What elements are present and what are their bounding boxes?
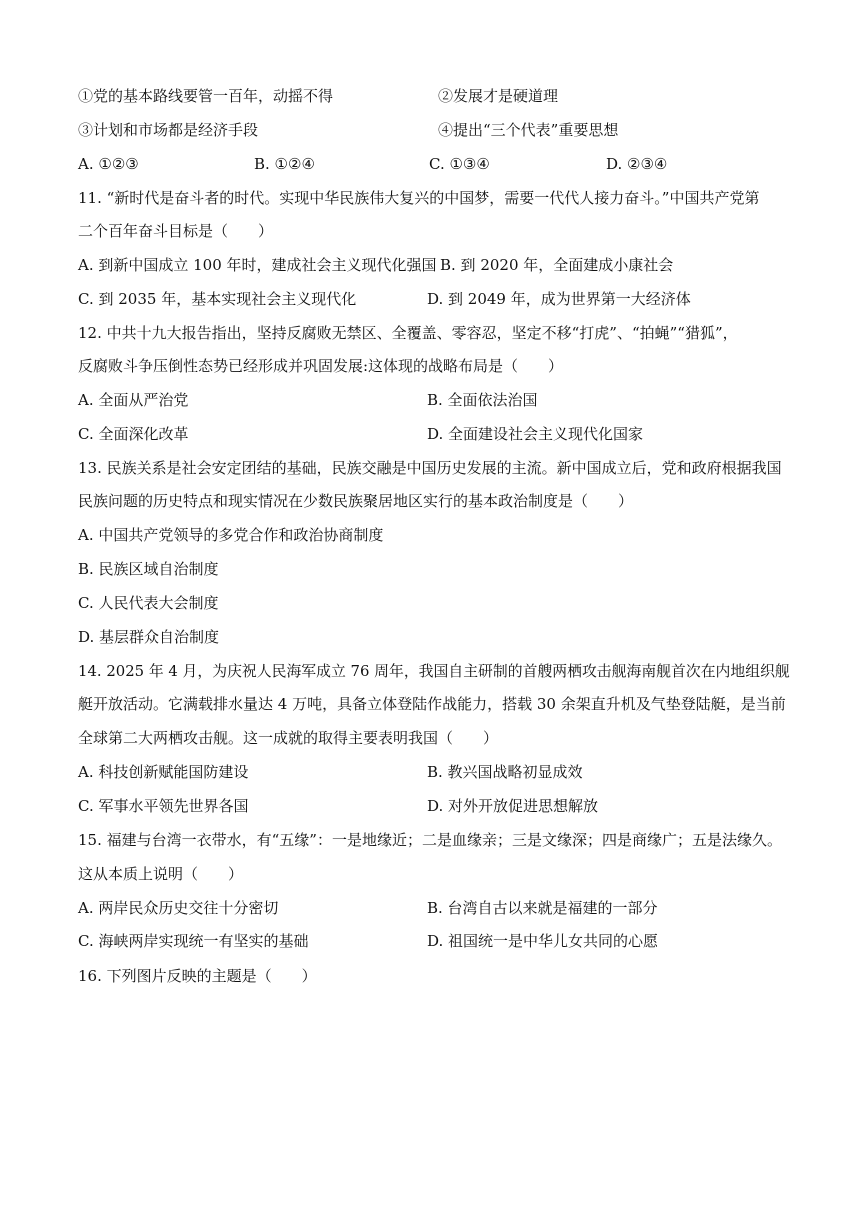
q13-stem-line-2: 民族问题的历史特点和现实情况在少数民族聚居地区实行的基本政治制度是（ ） [78,492,634,510]
q11-option-a[interactable]: A. 到新中国成立 100 年时，建成社会主义现代化强国 [78,256,437,274]
q15-stem-line-2: 这从本质上说明（ ） [78,865,244,883]
q15-option-d[interactable]: D. 祖国统一是中华儿女共同的心愿 [427,932,659,950]
q10-statements-row-1 [78,86,559,106]
q14-stem-line-3: 全球第二大两栖攻击舰。这一成就的取得主要表明我国（ ） [78,729,499,747]
q14-option-b[interactable]: B. 教兴国战略初显成效 [427,763,583,781]
q15-stem-line-1: 15. 福建与台湾一衣带水，有“五缘”：一是地缘近；二是血缘亲；三是文缘深；四是商缘广；五是法缘久。 [78,831,782,849]
q15-option-c[interactable]: C. 海峡两岸实现统一有坚实的基础 [78,932,309,950]
q15-options-row-1 [78,898,658,918]
q13-option-b[interactable]: B. 民族区域自治制度 [78,560,219,578]
q13-stem-line-1: 13. 民族关系是社会安定团结的基础，民族交融是中国历史发展的主流。新中国成立后，党和政府根据我国 [78,459,782,477]
q13-option-d[interactable]: D. 基层群众自治制度 [78,628,220,646]
q14-stem-line-1: 14. 2025 年 4 月，为庆祝人民海军成立 76 周年，我国自主研制的首艘两栖攻击舰海南舰首次在内地组织舰 [78,662,790,680]
q15-options-row-2 [78,931,659,951]
q10-option-c[interactable]: C. ①③④ [429,155,490,173]
q12-option-a[interactable]: A. 全面从严治党 [78,391,189,409]
q14-option-a[interactable]: A. 科技创新赋能国防建设 [78,763,249,781]
q15-option-b[interactable]: B. 台湾自古以来就是福建的一部分 [427,899,658,917]
q14-stem-line-2: 艇开放活动。它满载排水量达 4 万吨，具备立体登陆作战能力，搭载 30 余架直升机及气垫登陆艇，是当前 [78,695,786,713]
q12-option-b[interactable]: B. 全面依法治国 [427,391,538,409]
q14-option-d[interactable]: D. 对外开放促进思想解放 [427,797,599,815]
q10-option-d[interactable]: D. ②③④ [606,155,668,173]
q10-statement-1: ①党的基本路线要管一百年，动摇不得 [78,87,334,105]
q15-option-a[interactable]: A. 两岸民众历史交往十分密切 [78,899,279,917]
q11-option-b[interactable]: B. 到 2020 年，全面建成小康社会 [440,256,674,274]
q10-option-a[interactable]: A. ①②③ [78,155,139,173]
q11-stem-line-2: 二个百年奋斗目标是（ ） [78,222,274,240]
q16-stem-line-1: 16. 下列图片反映的主题是（ ） [78,967,317,985]
q12-stem-line-2: 反腐败斗争压倒性态势已经形成并巩固发展:这体现的战略布局是（ ） [78,357,564,375]
q14-option-c[interactable]: C. 军事水平领先世界各国 [78,797,249,815]
q13-option-a[interactable]: A. 中国共产党领导的多党合作和政治协商制度 [78,526,384,544]
q10-statements-row-2 [78,120,619,140]
q10-option-b[interactable]: B. ①②④ [254,155,315,173]
q10-statement-3: ③计划和市场都是经济手段 [78,121,259,139]
q13-option-c[interactable]: C. 人民代表大会制度 [78,594,219,612]
q11-options-row-2 [78,289,691,309]
q14-options-row-1 [78,762,583,782]
q11-option-c[interactable]: C. 到 2035 年，基本实现社会主义现代化 [78,290,357,308]
q11-option-d[interactable]: D. 到 2049 年，成为世界第一大经济体 [427,290,691,308]
q11-stem-line-1: 11. “新时代是奋斗者的时代。实现中华民族伟大复兴的中国梦，需要一代代人接力奋斗。”中国共产党第 [78,189,760,207]
q12-option-c[interactable]: C. 全面深化改革 [78,425,189,443]
q10-statement-2: ②发展才是硬道理 [438,87,559,105]
q14-options-row-2 [78,796,599,816]
q10-statement-4: ④提出“三个代表”重要思想 [438,121,619,139]
q12-option-d[interactable]: D. 全面建设社会主义现代化国家 [427,425,644,443]
q11-options-row-1 [78,255,674,275]
q12-options-row-1 [78,390,538,410]
q12-options-row-2 [78,424,644,444]
q12-stem-line-1: 12. 中共十九大报告指出，坚持反腐败无禁区、全覆盖、零容忍，坚定不移“打虎”、“拍蝇”“猎狐”， [78,324,738,342]
